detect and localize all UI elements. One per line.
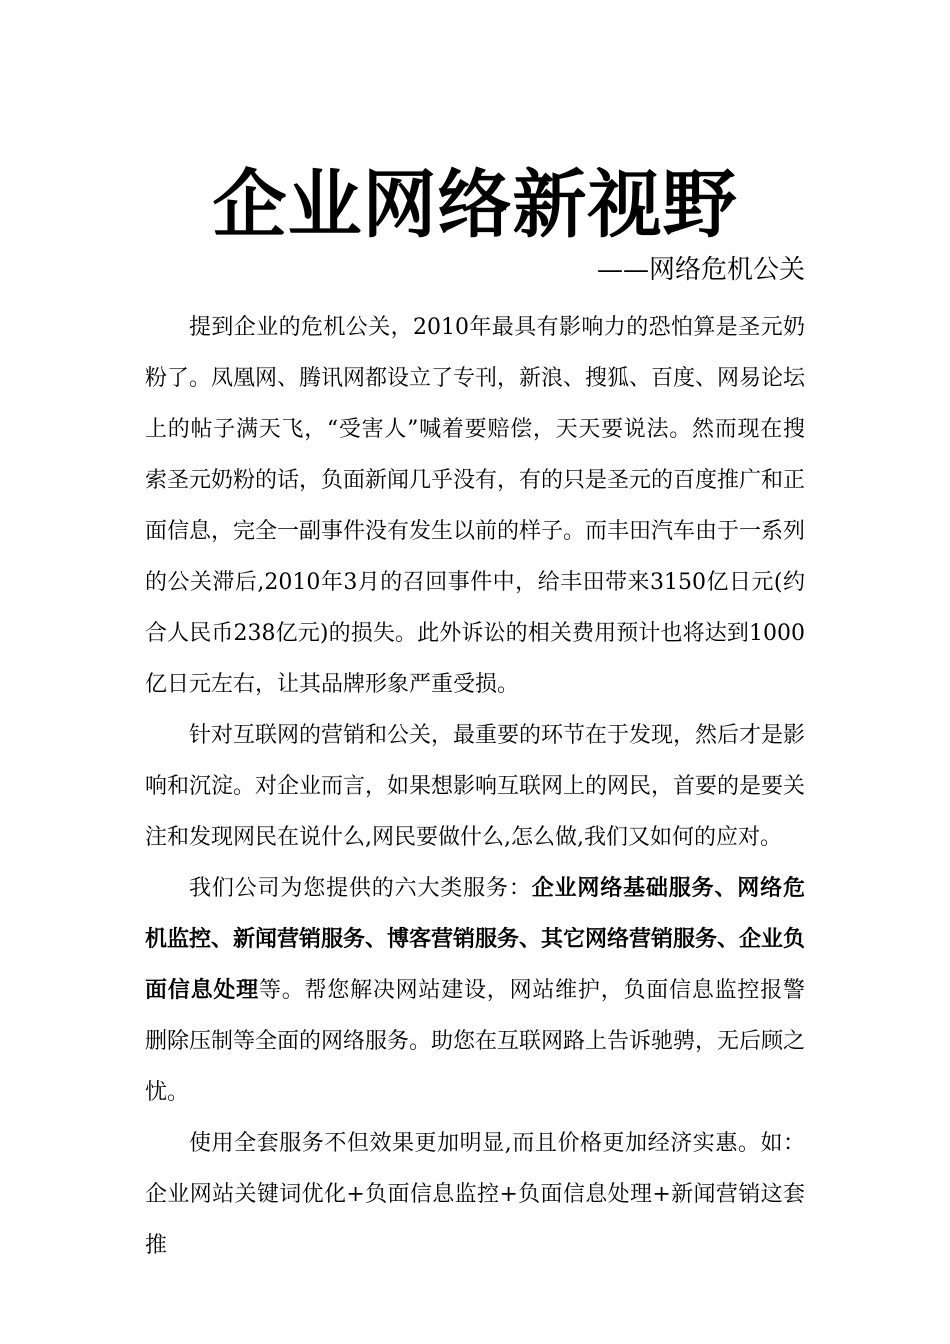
document-subtitle: ——网络危机公关 [596,255,805,285]
services-description: 等。帮您解决网站建设，网站维护，负面信息监控报警删除压制等全面的网络服务。助您在互联网路上告诉驰骋，无后顾之忧。 [145,978,806,1105]
paragraph-package-offer: 使用全套服务不但效果更加明显,而且价格更加经济实惠。如：企业网站关键词优化+负面信息监控+负面信息处理+新闻营销这套推 [145,1131,805,1258]
document-body [145,302,805,1271]
services-list: 企业网络基础服务、网络危机监控、新闻营销服务、博客营销服务、其它网络营销服务、企业负面信息处理 [145,875,806,1003]
services-intro: 我们公司为您提供的六大类服务： [189,876,532,901]
paragraph-internet-marketing: 针对互联网的营销和公关，最重要的环节在于发现，然后才是影响和沉淀。对企业而言，如果想影响互联网上的网民，首要的是要关注和发现网民在说什么,网民要做什么,怎么做,我们又如何的应对。 [145,723,806,850]
paragraph-crisis-cases: 提到企业的危机公关，2010年最具有影响力的恐怕算是圣元奶粉了。凤凰网、腾讯网都设立了专刊，新浪、搜狐、百度、网易论坛上的帖子满天飞，“受害人”喊着要赔偿，天天要说法。然而现在搜索圣元奶粉的话，负面新闻几乎没有，有的只是圣元的百度推广和正面信息，完全一副事件没有发生以前的样子。而丰田汽车由于一系列的公关滞后,2010年3月的召回事件中，给丰田带来3150亿日元(约合人民币238亿元)的损失。此外诉讼的相关费用预计也将达到1000亿日元左右，让其品牌形象严重受损。 [145,315,806,697]
document-title: 企业网络新视野 [212,162,738,248]
paragraph-services [145,863,805,1118]
